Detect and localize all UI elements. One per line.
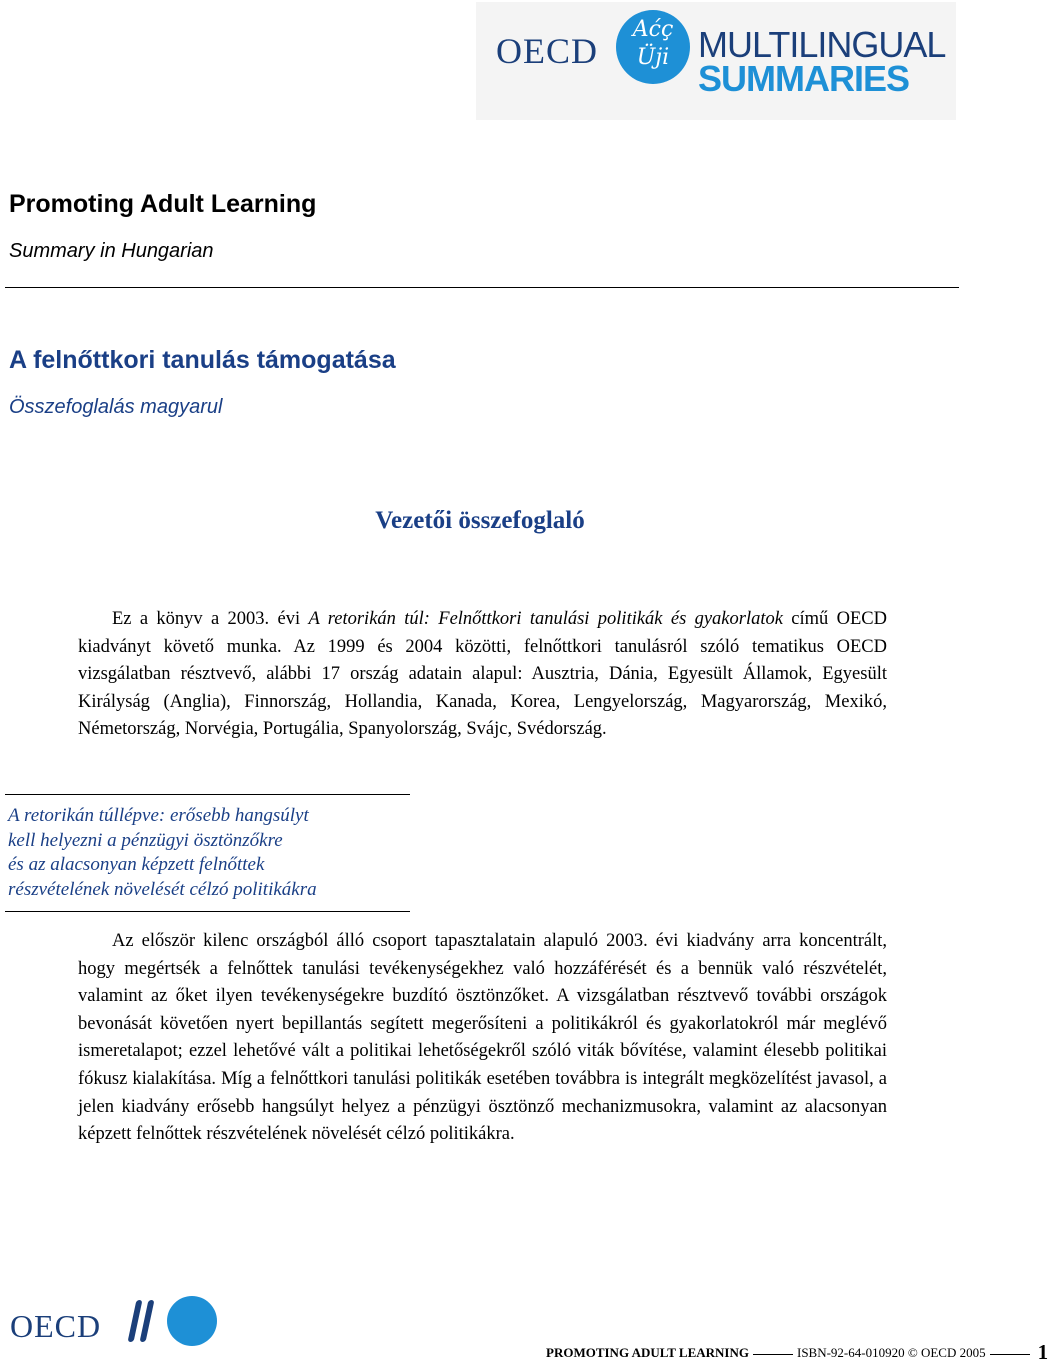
document-subtitle-hungarian: Összefoglalás magyarul: [9, 396, 223, 418]
pull-quote-line: és az alacsonyan képzett felnőttek: [8, 854, 265, 875]
footer-rule: [753, 1354, 793, 1355]
page-footer: [546, 1340, 1048, 1365]
multilingual-summaries-logo: [476, 2, 956, 120]
body-paragraph: [78, 928, 887, 1149]
footer-book-title: PROMOTING ADULT LEARNING: [546, 1345, 749, 1360]
pull-quote-line: A retorikán túllépve: erősebb hangsúlyt: [8, 805, 309, 826]
intro-paragraph: [78, 606, 887, 744]
logo-oecd-text: OECD: [496, 31, 598, 71]
oecd-bars-icon: [130, 1300, 162, 1342]
pull-quote-top-rule: [5, 794, 410, 795]
title-divider: [5, 287, 959, 288]
oecd-footer-logo-text: OECD: [10, 1308, 102, 1344]
pull-quote-line: részvételének növelését célzó politikákra: [8, 878, 317, 900]
pull-quote-bottom-rule: [5, 911, 410, 912]
page-number: 1: [1037, 1340, 1048, 1364]
document-title-english: Promoting Adult Learning: [9, 190, 317, 218]
pull-quote-line: kell helyezni a pénzügyi ösztönzőkre: [8, 829, 283, 851]
document-title-hungarian: A felnőttkori tanulás támogatása: [9, 346, 396, 374]
logo-glyphs: Aćç Üji: [632, 17, 674, 70]
body-paragraph-text: Az először kilenc országból álló csoport tapasztalatain alapuló 2003. évi kiadvány arra koncentrált, hogy megértsék a felnőttek tanulási tevékenységekhez való hozzáférését és a bennük való részvételét, valamint az őket ilyen tevékenységekre buzdító ösztönzőket. A vizsgálatban résztvevő további országok bevonását követően nyert bepillantás segített megerősíteni a politikákról és gyakorlatokról már meglévő ismeretalapot; ezzel lehetővé vált a politikai lehetőségekről szóló viták bővítése, valamint élesebb politikai fókusz kialakítása. Míg a felnőttkori tanulási politikák esetében továbbra is integrált megközelítést javasol, a jelen kiadvány erősebb hangsúlyt helyez a pénzügyi ösztönző mechanizmusokra, valamint az alacsonyan képzett felnőttek részvételének növelését célzó politikákra.: [78, 931, 887, 1145]
logo-multilingual-text: MULTILINGUAL: [698, 24, 946, 65]
intro-paragraph-start: Ez a könyv a 2003. évi: [112, 609, 309, 629]
footer-isbn: ISBN-92-64-010920: [796, 1345, 905, 1360]
intro-paragraph-book-title: A retorikán túl: Felnőttkori tanulási politikák és gyakorlatok: [308, 609, 783, 629]
oecd-globe-icon: [167, 1296, 217, 1346]
intro-paragraph-rest: című OECD kiadványt követő munka. Az 1999 és 2004 közötti, felnőttkori tanulásról szóló tematikus OECD vizsgálatban résztvevő, alábbi 17 ország adatain alapul: Ausztria, Dánia, Egyesült Államok, Egyesült Királyság (Anglia), Finnország, Hollandia, Kanada, Korea, Lengyelország, Magyarország, Mexikó, Németország, Norvégia, Portugália, Spanyolország, Svájc, Svédország.: [78, 609, 887, 740]
footer-rule: [990, 1354, 1030, 1355]
logo-letters-circle-icon: [616, 10, 690, 84]
document-subtitle-english: Summary in Hungarian: [9, 240, 214, 262]
logo-summaries-text: SUMMARIES: [698, 58, 910, 99]
section-heading: Vezetői összefoglaló: [375, 507, 585, 534]
footer-copyright: © OECD 2005: [907, 1345, 986, 1360]
oecd-footer-logo: [10, 1296, 225, 1346]
pull-quote: [8, 804, 408, 902]
